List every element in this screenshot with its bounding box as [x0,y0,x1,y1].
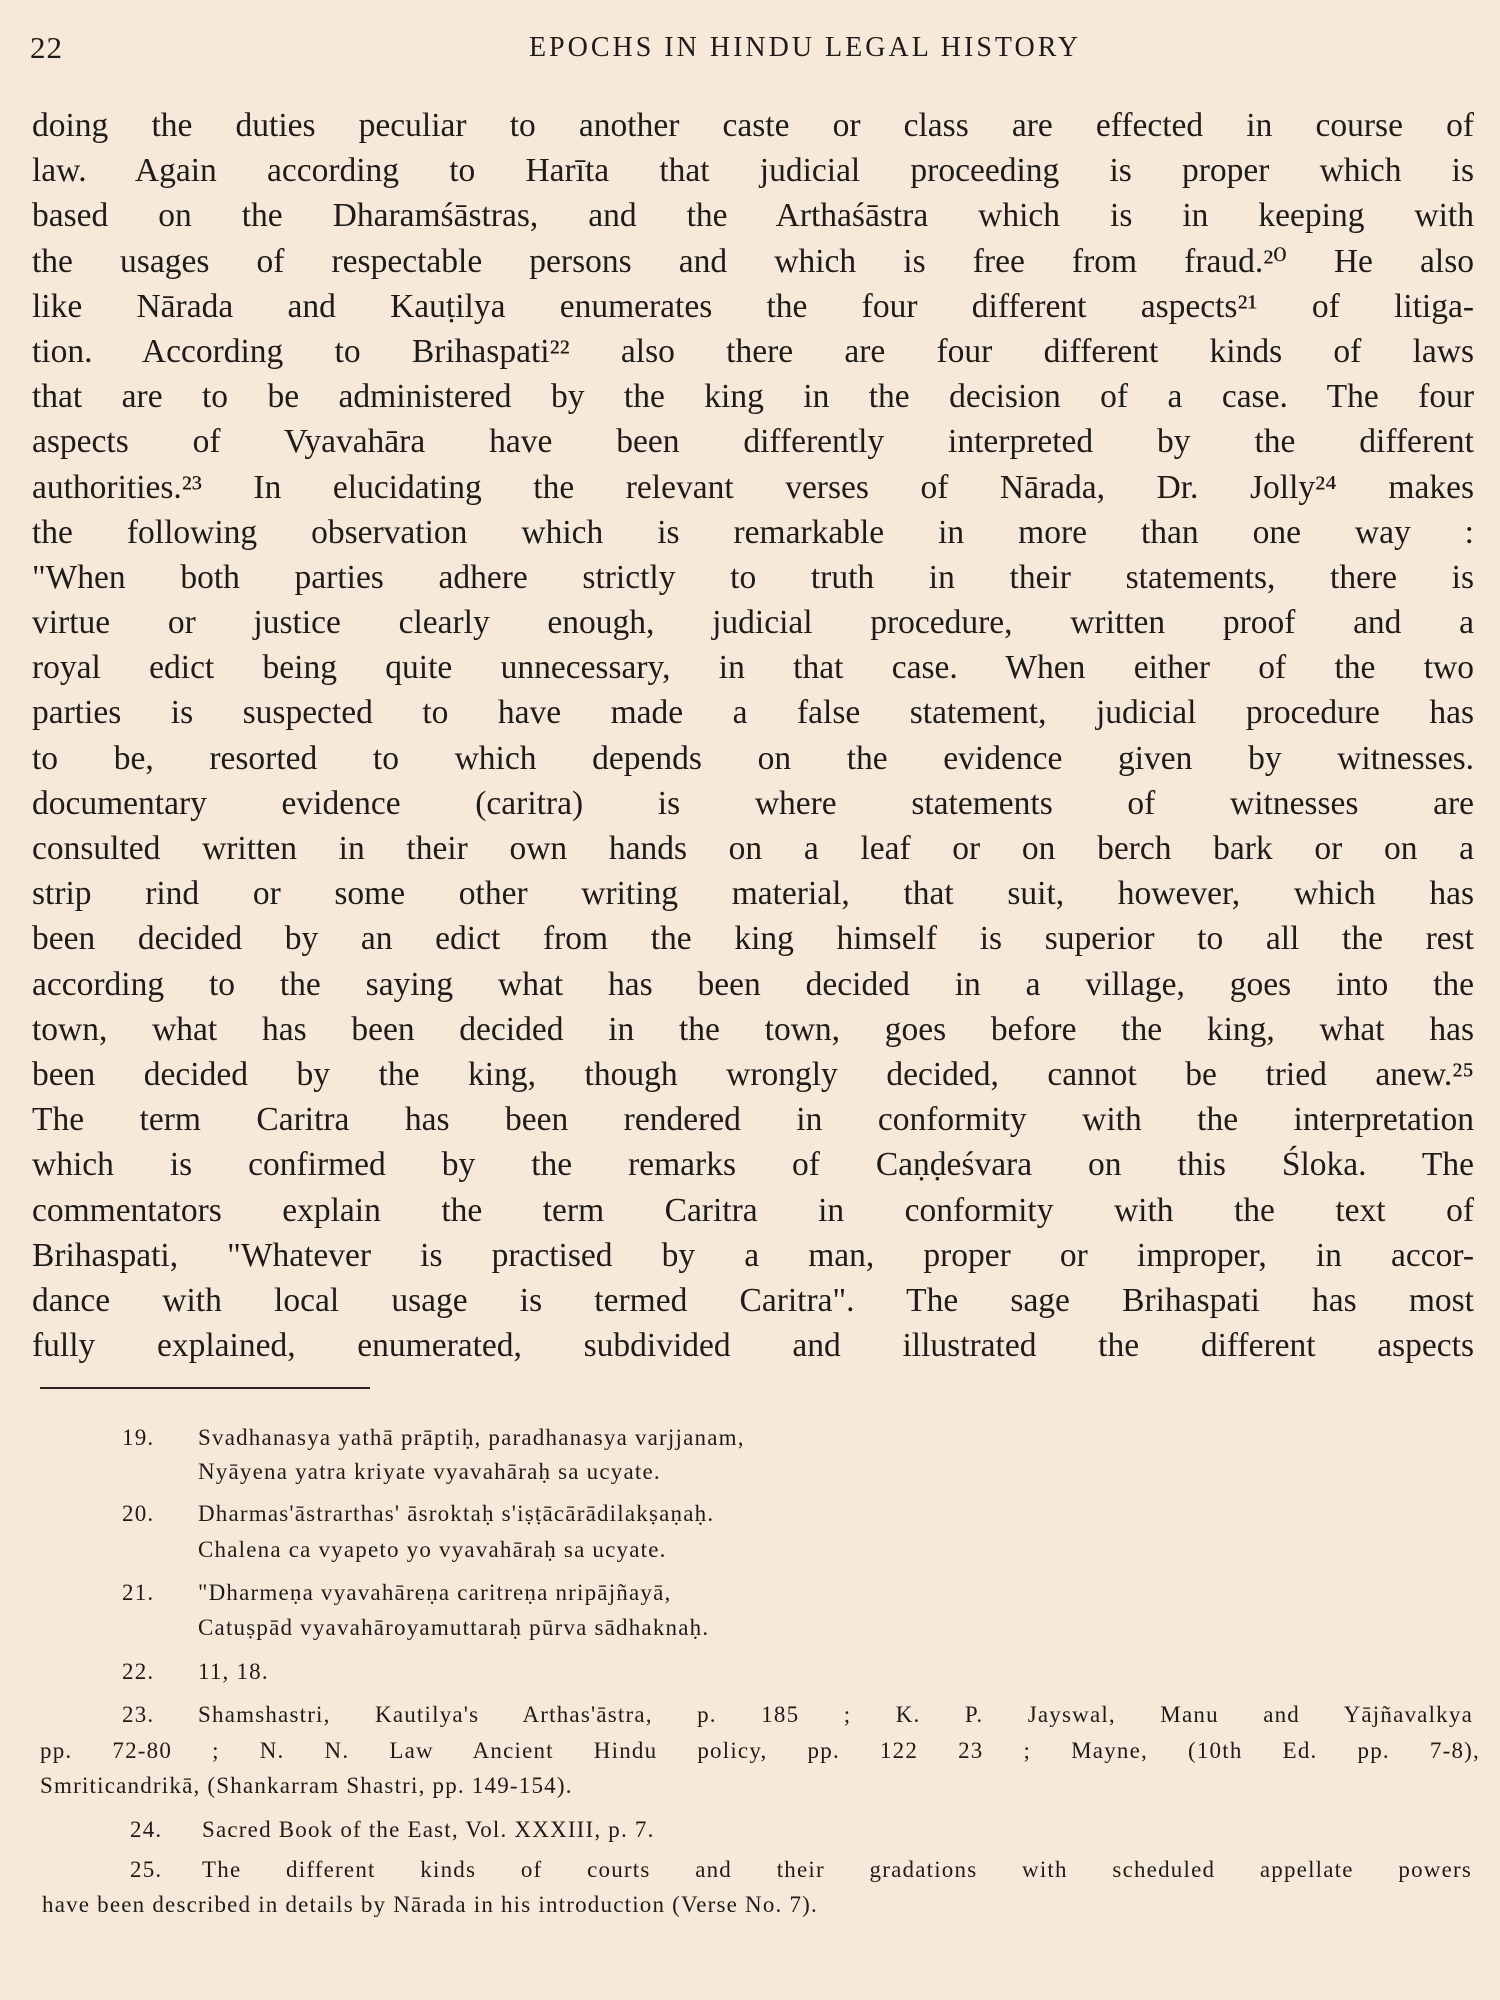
body-line: "When both parties adhere strictly to truth in their statements, there is [32,558,1474,596]
footnote-text: The different kinds of courts and their gradations with scheduled appellate powers [202,1857,1472,1882]
body-line: been decided by the king, though wrongly decided, cannot be tried anew.²⁵ [32,1055,1474,1093]
body-line: documentary evidence (caritra) is where statements of witnesses are [32,784,1474,822]
footnote-text: pp. 72-80 ; N. N. Law Ancient Hindu policy, pp. 122 23 ; Mayne, (10th Ed. pp. 7-8), [40,1738,1480,1763]
footnote-text: 11, 18. [198,1659,269,1684]
body-line: been decided by an edict from the king himself is superior to all the rest [32,920,1474,958]
footnote-number: 20. [122,1501,155,1526]
footnote-text: Nyāyena yatra kriyate vyavahāraḥ sa ucyate. [198,1459,661,1484]
body-line: the usages of respectable persons and which is free from fraud.²⁰ He also [32,242,1474,280]
footnote-number: 24. [130,1817,163,1842]
body-line: fully explained, enumerated, subdivided and illustrated the different aspects [32,1327,1474,1365]
footnote-number: 22. [122,1659,155,1684]
body-line: commentators explain the term Caritra in conformity with the text of [32,1191,1474,1229]
footnote-text: Catuṣpād vyavahāroyamuttaraḥ pūrva sādhaknaḥ. [198,1615,710,1640]
body-line: according to the saying what has been decided in a village, goes into the [32,965,1474,1003]
body-line: town, what has been decided in the town, goes before the king, what has [32,1010,1474,1048]
body-line: dance with local usage is termed Caritra". The sage Brihaspati has most [32,1281,1474,1319]
footnote-text: Smriticandrikā, (Shankarram Shastri, pp. 149-154). [40,1773,573,1798]
footnote-separator [40,1387,370,1389]
running-title: EPOCHS IN HINDU LEGAL HISTORY [528,32,1082,63]
body-line: to be, resorted to which depends on the evidence given by witnesses. [32,739,1474,777]
body-line: doing the duties peculiar to another caste or class are effected in course of [32,107,1474,144]
body-line: authorities.²³ In elucidating the relevant verses of Nārada, Dr. Jolly²⁴ makes [32,468,1474,506]
body-line: consulted written in their own hands on a leaf or on berch bark or on a [32,830,1474,867]
body-line: virtue or justice clearly enough, judicial procedure, written proof and a [32,604,1474,642]
footnote-number: 19. [122,1425,155,1450]
body-line: Brihaspati, "Whatever is practised by a man, proper or improper, in accor- [32,1236,1474,1274]
footnote-number: 21. [122,1580,155,1605]
body-line: parties is suspected to have made a false statement, judicial procedure has [32,694,1474,732]
footnote-text: have been described in details by Nārada in his introduction (Verse No. 7). [42,1892,818,1917]
footnote-text: Chalena ca vyapeto yo vyavahāraḥ sa ucyate. [198,1537,667,1562]
body-line: that are to be administered by the king in the decision of a case. The four [32,378,1474,416]
footnote-text: Shamshastri, Kautilya's Arthas'āstra, p. 185 ; K. P. Jayswal, Manu and Yājñavalkya [198,1702,1473,1727]
body-line: tion. According to Brihaspati²² also there are four different kinds of laws [32,332,1474,370]
page-number: 22 [30,30,63,65]
page-header [30,30,1470,80]
footnote-text: Dharmas'āstrarthas' āsroktaḥ s'iṣṭācārādilakṣaṇaḥ. [198,1501,715,1526]
body-line: strip rind or some other writing material, that suit, however, which has [32,875,1474,913]
body-line: aspects of Vyavahāra have been differently interpreted by the different [32,423,1474,461]
body-line: like Nārada and Kauṭilya enumerates the four different aspects²¹ of litiga- [32,287,1474,325]
body-line: which is confirmed by the remarks of Caṇḍeśvara on this Śloka. The [32,1146,1474,1184]
body-line: The term Caritra has been rendered in conformity with the interpretation [32,1101,1474,1139]
body-line: the following observation which is remarkable in more than one way : [32,513,1474,551]
body-line: royal edict being quite unnecessary, in that case. When either of the two [32,649,1474,687]
body-line: law. Again according to Harīta that judicial proceeding is proper which is [32,152,1474,190]
footnote-text: "Dharmeṇa vyavahāreṇa caritreṇa nripājñayā, [198,1580,672,1605]
footnote-text: Svadhanasya yathā prāptiḥ, paradhanasya varjjanam, [198,1425,745,1450]
body-line: based on the Dharamśāstras, and the Arthaśāstra which is in keeping with [32,197,1474,235]
body-text [32,103,1474,1368]
footnote-text: Sacred Book of the East, Vol. XXXIII, p. 7. [202,1817,655,1842]
footnote-number: 23. [122,1702,155,1727]
footnote-number: 25. [130,1857,163,1882]
